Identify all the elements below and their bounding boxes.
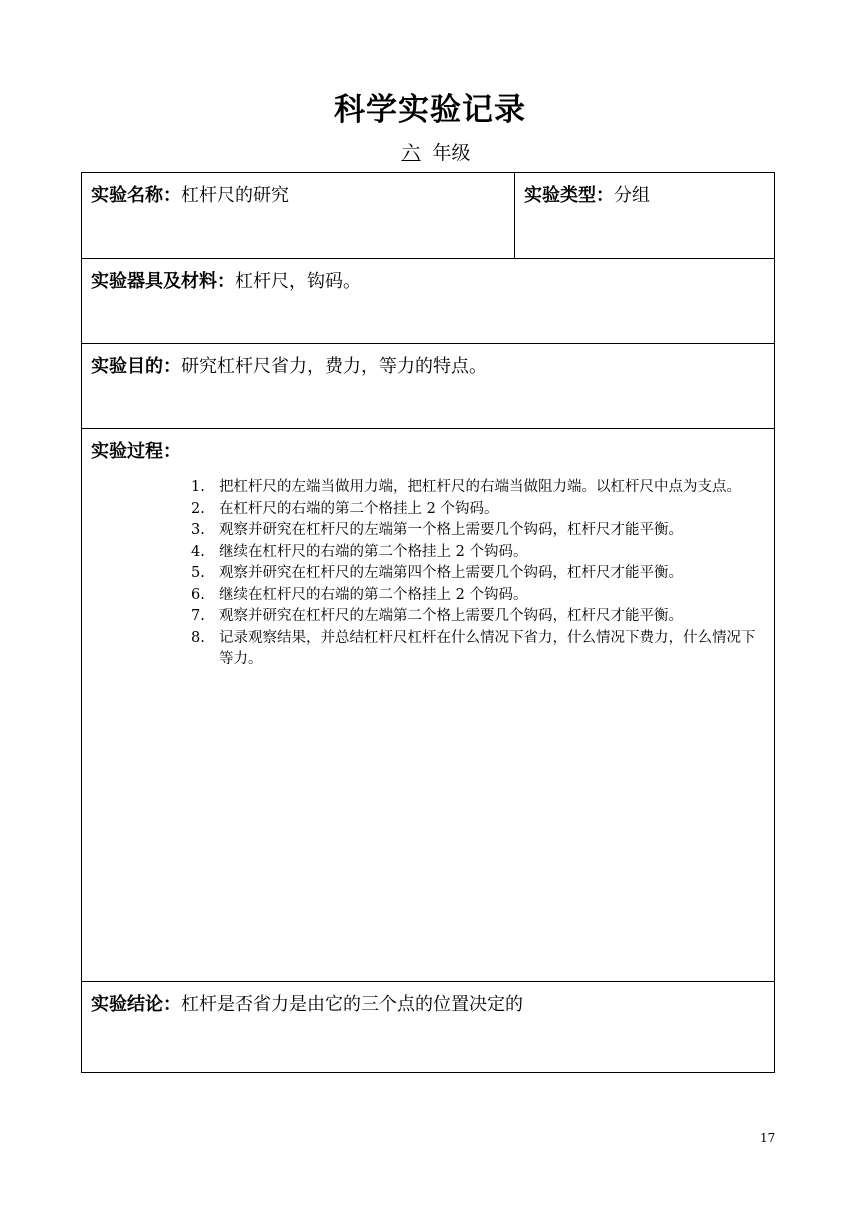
- page-number: 17: [760, 1131, 776, 1145]
- materials-label: 实验器具及材料：: [91, 271, 235, 292]
- process-step: [191, 585, 759, 607]
- purpose-cell: [82, 344, 775, 429]
- process-step: [191, 542, 759, 564]
- step-text: 继续在杠杆尺的右端的第二个格挂上 2 个钩码。: [219, 586, 528, 603]
- experiment-type-value: 分组: [614, 185, 650, 206]
- step-text: 观察并研究在杠杆尺的左端第一个格上需要几个钩码，杠杆尺才能平衡。: [219, 522, 683, 538]
- grade-value: 六: [401, 142, 421, 164]
- process-step: [191, 499, 759, 521]
- conclusion-value: 杠杆是否省力是由它的三个点的位置决定的: [181, 994, 523, 1015]
- process-step: [191, 628, 759, 671]
- record-table: [81, 172, 775, 1073]
- process-step: [191, 606, 759, 628]
- process-steps: [91, 477, 765, 671]
- process-step: [191, 563, 759, 585]
- grade-suffix: 年级: [432, 142, 471, 164]
- step-text: 在杠杆尺的右端的第二个格挂上 2 个钩码。: [219, 500, 499, 517]
- step-text: 观察并研究在杠杆尺的左端第二个格上需要几个钩码，杠杆尺才能平衡。: [219, 608, 683, 624]
- page-title: 科学实验记录: [334, 92, 526, 128]
- process-step: [191, 520, 759, 542]
- process-step: [191, 477, 759, 499]
- row-conclusion: [82, 982, 775, 1073]
- step-number: 7.: [191, 608, 205, 624]
- step-number: 8.: [191, 629, 205, 646]
- step-number: 6.: [191, 586, 205, 603]
- conclusion-label: 实验结论：: [91, 994, 181, 1015]
- step-number: 1.: [191, 479, 205, 495]
- purpose-label: 实验目的：: [91, 356, 181, 377]
- row-purpose: [82, 344, 775, 429]
- process-label: 实验过程：: [91, 441, 181, 462]
- step-text: 继续在杠杆尺的右端的第二个格挂上 2 个钩码。: [219, 543, 528, 560]
- experiment-name-label: 实验名称：: [91, 185, 181, 206]
- row-materials: [82, 259, 775, 344]
- experiment-name-cell: [82, 173, 515, 259]
- step-text: 记录观察结果，并总结杠杆尺杠杆在什么情况下省力，什么情况下费力，什么情况下等力。: [219, 629, 756, 667]
- experiment-type-label: 实验类型：: [524, 185, 614, 206]
- step-number: 2.: [191, 500, 205, 517]
- purpose-value: 研究杠杆尺省力，费力，等力的特点。: [181, 356, 487, 377]
- materials-cell: [82, 259, 775, 344]
- process-cell: [82, 429, 775, 982]
- materials-value: 杠杆尺，钩码。: [235, 271, 361, 292]
- experiment-type-cell: [515, 173, 775, 259]
- step-number: 4.: [191, 543, 205, 560]
- step-text: 观察并研究在杠杆尺的左端第四个格上需要几个钩码，杠杆尺才能平衡。: [219, 565, 683, 581]
- experiment-name-value: 杠杆尺的研究: [181, 185, 289, 206]
- row-name-type: [82, 173, 775, 259]
- conclusion-cell: [82, 982, 775, 1073]
- step-number: 3.: [191, 522, 205, 538]
- grade-line: [0, 138, 860, 165]
- step-number: 5.: [191, 565, 205, 581]
- row-process: [82, 429, 775, 982]
- step-text: 把杠杆尺的左端当做用力端，把杠杆尺的右端当做阻力端。以杠杆尺中点为支点。: [219, 479, 741, 495]
